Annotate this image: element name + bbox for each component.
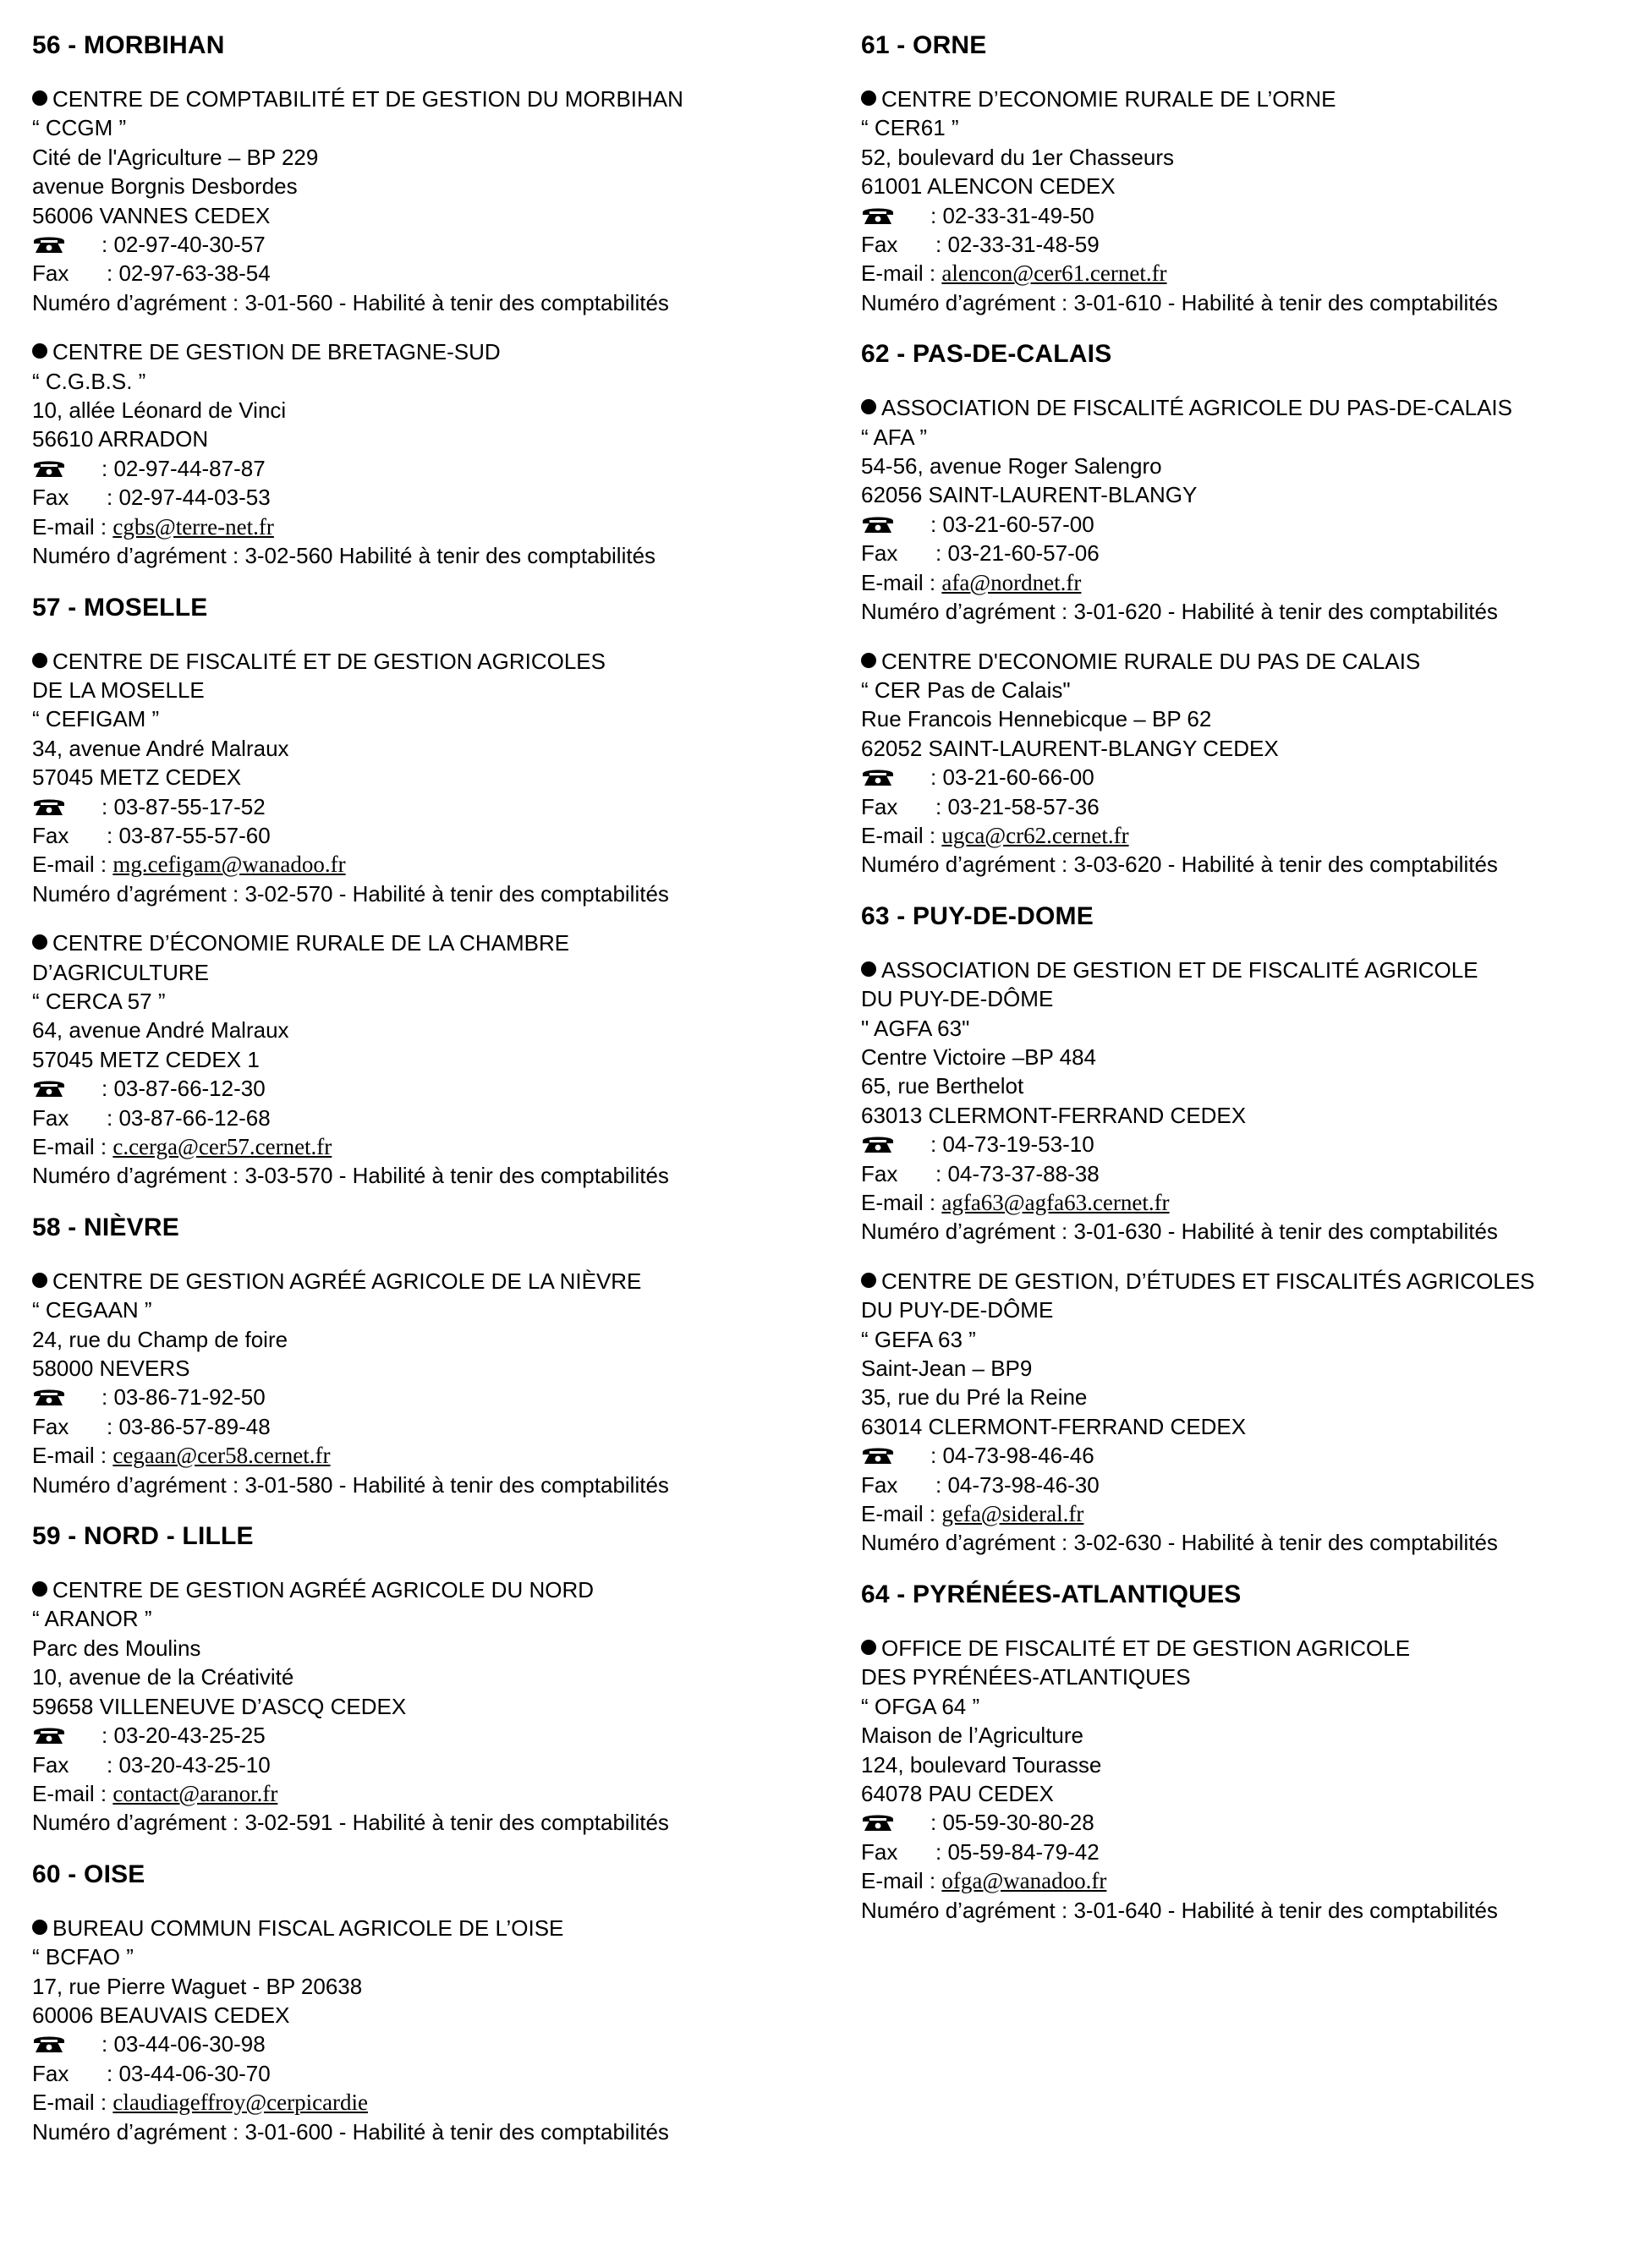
organization-entry bbox=[861, 1634, 1648, 1925]
organization-name bbox=[32, 85, 819, 113]
fax-number: : 03-44-06-30-70 bbox=[107, 2060, 271, 2086]
email-link[interactable]: claudiageffroy@cerpicardie bbox=[112, 2090, 369, 2116]
agrement-number: Numéro d’agrément : 3-02-570 - Habilité à tenir des comptabilités bbox=[32, 880, 669, 907]
right-column bbox=[861, 29, 1648, 1945]
address-line: Centre Victoire –BP 484 bbox=[861, 1044, 1096, 1070]
organization-name bbox=[861, 647, 1648, 676]
bullet-icon bbox=[861, 1273, 876, 1288]
organization-acronym: “ OFGA 64 ” bbox=[861, 1693, 980, 1719]
email-line bbox=[861, 1499, 1648, 1528]
organization-name-text: CENTRE DE FISCALITÉ ET DE GESTION AGRICOLES bbox=[52, 648, 606, 674]
organization-acronym: “ CER Pas de Calais" bbox=[861, 677, 1071, 703]
email-label: E-mail : bbox=[861, 1190, 942, 1215]
phone-number: : 03-86-71-92-50 bbox=[101, 1384, 266, 1411]
bullet-icon bbox=[32, 90, 47, 106]
organization-entry bbox=[32, 1267, 819, 1499]
email-link[interactable]: mg.cefigam@wanadoo.fr bbox=[112, 852, 346, 878]
agrement-number: Numéro d’agrément : 3-01-610 - Habilité à tenir des comptabilités bbox=[861, 289, 1498, 315]
phone-number: : 03-87-66-12-30 bbox=[101, 1076, 266, 1102]
department-title: 63 - PUY-DE-DOME bbox=[861, 901, 1094, 930]
fax-number: : 04-73-98-46-30 bbox=[935, 1471, 1100, 1498]
phone-line bbox=[32, 1383, 819, 1411]
organization-name-text: ASSOCIATION DE GESTION ET DE FISCALITÉ AGRICOLE bbox=[881, 956, 1478, 983]
organization-entry bbox=[861, 85, 1648, 317]
telephone-icon bbox=[861, 512, 895, 532]
organization-name bbox=[32, 1914, 819, 1942]
agrement-number: Numéro d’agrément : 3-02-591 - Habilité à tenir des comptabilités bbox=[32, 1810, 669, 1836]
organization-name-text: BUREAU COMMUN FISCAL AGRICOLE DE L’OISE bbox=[52, 1915, 564, 1941]
address-line: 54-56, avenue Roger Salengro bbox=[861, 453, 1162, 479]
department-title: 60 - OISE bbox=[32, 1860, 145, 1888]
telephone-icon bbox=[32, 232, 66, 252]
address-line: 63013 CLERMONT-FERRAND CEDEX bbox=[861, 1102, 1247, 1128]
organization-entry bbox=[32, 1575, 819, 1838]
email-link[interactable]: afa@nordnet.fr bbox=[941, 569, 1082, 595]
organization-name-text: CENTRE D’ECONOMIE RURALE DE L’ORNE bbox=[881, 86, 1336, 112]
department-section bbox=[861, 1578, 1648, 1925]
department-title: 58 - NIÈVRE bbox=[32, 1213, 179, 1241]
phone-line bbox=[861, 763, 1648, 792]
email-label: E-mail : bbox=[861, 1868, 942, 1894]
fax-number: : 02-97-44-03-53 bbox=[107, 485, 271, 511]
organization-acronym: “ CEFIGAM ” bbox=[32, 706, 160, 732]
address-line: 10, avenue de la Créativité bbox=[32, 1664, 294, 1690]
email-label: E-mail : bbox=[32, 2090, 113, 2116]
organization-name bbox=[861, 1634, 1648, 1663]
bullet-icon bbox=[861, 399, 876, 414]
phone-line bbox=[32, 230, 819, 259]
organization-name bbox=[32, 958, 819, 987]
organization-name-text: DU PUY-DE-DÔME bbox=[861, 986, 1054, 1012]
fax-number: : 03-20-43-25-10 bbox=[107, 1751, 271, 1778]
bullet-icon bbox=[32, 1920, 47, 1935]
organization-name bbox=[32, 929, 819, 957]
address-line: 65, rue Berthelot bbox=[861, 1073, 1024, 1099]
organization-name bbox=[861, 393, 1648, 422]
telephone-icon bbox=[861, 203, 895, 223]
agrement-number: Numéro d’agrément : 3-01-580 - Habilité à tenir des comptabilités bbox=[32, 1471, 669, 1498]
address-line: 17, rue Pierre Waguet - BP 20638 bbox=[32, 1973, 363, 1999]
telephone-icon bbox=[32, 794, 66, 814]
email-line bbox=[32, 2088, 819, 2117]
email-link[interactable]: ofga@wanadoo.fr bbox=[941, 1868, 1107, 1894]
address-line: 56610 ARRADON bbox=[32, 426, 209, 452]
phone-number: : 02-97-44-87-87 bbox=[101, 455, 266, 481]
organization-name-text: CENTRE DE COMPTABILITÉ ET DE GESTION DU MORBIHAN bbox=[52, 86, 683, 112]
fax-number: : 03-21-60-57-06 bbox=[935, 540, 1100, 567]
email-link[interactable]: ugca@cr62.cernet.fr bbox=[941, 822, 1129, 848]
phone-line bbox=[861, 510, 1648, 539]
phone-number: : 03-44-06-30-98 bbox=[101, 2031, 266, 2057]
phone-line bbox=[32, 454, 819, 483]
agrement-number: Numéro d’agrément : 3-02-560 Habilité à tenir des comptabilités bbox=[32, 543, 656, 569]
department-title: 59 - NORD - LILLE bbox=[32, 1522, 254, 1551]
fax-number: : 03-87-55-57-60 bbox=[107, 822, 271, 848]
telephone-icon bbox=[861, 764, 895, 785]
organization-name-text: ASSOCIATION DE FISCALITÉ AGRICOLE DU PAS-DE-CALAIS bbox=[881, 395, 1512, 421]
email-label: E-mail : bbox=[861, 822, 942, 848]
email-line bbox=[32, 1132, 819, 1161]
email-link[interactable]: cgbs@terre-net.fr bbox=[112, 513, 274, 540]
email-label: E-mail : bbox=[861, 569, 942, 595]
department-section bbox=[861, 29, 1648, 317]
organization-entry bbox=[32, 1914, 819, 2146]
address-line: 56006 VANNES CEDEX bbox=[32, 202, 271, 228]
fax-number: : 03-87-66-12-68 bbox=[107, 1104, 271, 1131]
organization-name-text: CENTRE DE GESTION DE BRETAGNE-SUD bbox=[52, 339, 501, 365]
fax-line bbox=[861, 792, 1648, 821]
phone-line bbox=[32, 1074, 819, 1103]
phone-number: : 04-73-19-53-10 bbox=[930, 1131, 1094, 1158]
email-line bbox=[861, 1188, 1648, 1217]
address-line: 35, rue du Pré la Reine bbox=[861, 1384, 1088, 1411]
organization-name bbox=[32, 1267, 819, 1296]
phone-number: : 02-97-40-30-57 bbox=[101, 232, 266, 258]
bullet-icon bbox=[32, 934, 47, 950]
address-line: 34, avenue André Malraux bbox=[32, 735, 289, 761]
agrement-number: Numéro d’agrément : 3-03-620 - Habilité à tenir des comptabilités bbox=[861, 852, 1498, 878]
organization-name bbox=[861, 1296, 1648, 1324]
fax-line bbox=[861, 1838, 1648, 1866]
fax-line bbox=[861, 1471, 1648, 1499]
organization-name-text: OFFICE DE FISCALITÉ ET DE GESTION AGRICOLE bbox=[881, 1635, 1411, 1661]
fax-line bbox=[32, 1750, 819, 1779]
email-line bbox=[32, 850, 819, 879]
organization-acronym: “ CEGAAN ” bbox=[32, 1297, 152, 1323]
address-line: 124, boulevard Tourasse bbox=[861, 1751, 1102, 1778]
email-label: E-mail : bbox=[32, 852, 113, 878]
organization-name bbox=[32, 647, 819, 676]
organization-name-text: DES PYRÉNÉES-ATLANTIQUES bbox=[861, 1664, 1191, 1690]
organization-entry bbox=[861, 1267, 1648, 1558]
department-title: 61 - ORNE bbox=[861, 31, 987, 59]
department-section bbox=[861, 337, 1648, 879]
email-label: E-mail : bbox=[32, 1134, 113, 1159]
fax-label: Fax bbox=[861, 540, 898, 567]
organization-acronym: “ GEFA 63 ” bbox=[861, 1326, 976, 1352]
organization-name-text: DU PUY-DE-DÔME bbox=[861, 1297, 1054, 1323]
email-label: E-mail : bbox=[861, 260, 942, 287]
telephone-icon bbox=[861, 1131, 895, 1152]
telephone-icon bbox=[32, 456, 66, 476]
email-label: E-mail : bbox=[32, 1443, 113, 1469]
phone-line bbox=[861, 1130, 1648, 1159]
fax-number: : 02-97-63-38-54 bbox=[107, 260, 271, 287]
email-link[interactable]: cegaan@cer58.cernet.fr bbox=[112, 1443, 331, 1469]
department-section bbox=[32, 1211, 819, 1499]
fax-label: Fax bbox=[861, 793, 898, 819]
email-line bbox=[861, 821, 1648, 850]
organization-acronym: “ AFA ” bbox=[861, 424, 928, 450]
organization-acronym: “ ARANOR ” bbox=[32, 1606, 152, 1632]
organization-acronym: “ CERCA 57 ” bbox=[32, 988, 166, 1014]
bullet-icon bbox=[32, 653, 47, 668]
fax-line bbox=[861, 230, 1648, 259]
telephone-icon bbox=[32, 1384, 66, 1405]
organization-name-text: D’AGRICULTURE bbox=[32, 959, 209, 985]
organization-name bbox=[861, 1267, 1648, 1296]
agrement-number: Numéro d’agrément : 3-01-620 - Habilité à tenir des comptabilités bbox=[861, 599, 1498, 625]
organization-acronym: “ CCGM ” bbox=[32, 115, 127, 141]
phone-line bbox=[861, 1441, 1648, 1470]
organization-entry bbox=[32, 85, 819, 317]
organization-entry bbox=[861, 393, 1648, 626]
department-title: 57 - MOSELLE bbox=[32, 593, 208, 622]
address-line: 61001 ALENCON CEDEX bbox=[861, 173, 1116, 200]
organization-name-text: CENTRE D’ÉCONOMIE RURALE DE LA CHAMBRE bbox=[52, 930, 570, 956]
organization-entry bbox=[861, 956, 1648, 1246]
address-line: 64, avenue André Malraux bbox=[32, 1017, 289, 1044]
phone-line bbox=[32, 2030, 819, 2058]
fax-label: Fax bbox=[861, 232, 898, 258]
email-line bbox=[861, 568, 1648, 597]
address-line: 59658 VILLENEUVE D’ASCQ CEDEX bbox=[32, 1693, 407, 1719]
phone-line bbox=[32, 792, 819, 821]
email-label: E-mail : bbox=[861, 1501, 942, 1527]
address-line: avenue Borgnis Desbordes bbox=[32, 173, 298, 200]
organization-name bbox=[861, 1663, 1648, 1691]
bullet-icon bbox=[32, 1581, 47, 1597]
fax-label: Fax bbox=[861, 1471, 898, 1498]
agrement-number: Numéro d’agrément : 3-01-630 - Habilité à tenir des comptabilités bbox=[861, 1219, 1498, 1245]
organization-name-text: CENTRE D'ECONOMIE RURALE DU PAS DE CALAIS bbox=[881, 648, 1421, 674]
phone-number: : 05-59-30-80-28 bbox=[930, 1810, 1094, 1836]
email-line bbox=[32, 1779, 819, 1808]
fax-line bbox=[861, 1159, 1648, 1188]
email-line bbox=[32, 1441, 819, 1470]
telephone-icon bbox=[861, 1443, 895, 1463]
agrement-number: Numéro d’agrément : 3-02-630 - Habilité à tenir des comptabilités bbox=[861, 1530, 1498, 1556]
bullet-icon bbox=[32, 1273, 47, 1288]
organization-acronym: " AGFA 63" bbox=[861, 1015, 970, 1041]
fax-label: Fax bbox=[32, 1104, 69, 1131]
email-line bbox=[861, 259, 1648, 288]
department-section bbox=[32, 1858, 819, 2146]
telephone-icon bbox=[32, 1723, 66, 1743]
phone-line bbox=[861, 201, 1648, 230]
email-label: E-mail : bbox=[32, 513, 113, 540]
phone-line bbox=[861, 1808, 1648, 1837]
bullet-icon bbox=[861, 961, 876, 977]
organization-entry bbox=[32, 337, 819, 570]
organization-entry bbox=[861, 647, 1648, 879]
fax-label: Fax bbox=[32, 1413, 69, 1439]
organization-name bbox=[32, 1575, 819, 1604]
fax-number: : 03-21-58-57-36 bbox=[935, 793, 1100, 819]
phone-number: : 03-87-55-17-52 bbox=[101, 793, 266, 819]
fax-line bbox=[861, 539, 1648, 567]
email-line bbox=[861, 1866, 1648, 1895]
address-line: 57045 METZ CEDEX 1 bbox=[32, 1046, 260, 1072]
agrement-number: Numéro d’agrément : 3-01-560 - Habilité à tenir des comptabilités bbox=[32, 289, 669, 315]
organization-name-text: DE LA MOSELLE bbox=[32, 677, 205, 703]
bullet-icon bbox=[32, 343, 47, 359]
department-section bbox=[32, 29, 819, 571]
organization-acronym: “ CER61 ” bbox=[861, 115, 959, 141]
phone-number: : 03-20-43-25-25 bbox=[101, 1723, 266, 1749]
address-line: Rue Francois Hennebicque – BP 62 bbox=[861, 706, 1212, 732]
email-link[interactable]: c.cerga@cer57.cernet.fr bbox=[112, 1134, 332, 1159]
address-line: 52, boulevard du 1er Chasseurs bbox=[861, 144, 1175, 170]
address-line: Cité de l'Agriculture – BP 229 bbox=[32, 144, 319, 170]
organization-name bbox=[32, 337, 819, 366]
fax-label: Fax bbox=[32, 485, 69, 511]
email-link[interactable]: gefa@sideral.fr bbox=[941, 1501, 1084, 1527]
address-line: 63014 CLERMONT-FERRAND CEDEX bbox=[861, 1413, 1247, 1439]
address-line: 10, allée Léonard de Vinci bbox=[32, 397, 287, 424]
left-column bbox=[32, 29, 819, 2167]
department-section bbox=[861, 900, 1648, 1558]
address-line: 24, rue du Champ de foire bbox=[32, 1326, 288, 1352]
fax-line bbox=[32, 2059, 819, 2088]
bullet-icon bbox=[861, 1640, 876, 1655]
organization-name bbox=[861, 85, 1648, 113]
organization-acronym: “ BCFAO ” bbox=[32, 1944, 134, 1970]
fax-number: : 03-86-57-89-48 bbox=[107, 1413, 271, 1439]
address-line: Saint-Jean – BP9 bbox=[861, 1356, 1033, 1382]
bullet-icon bbox=[861, 653, 876, 668]
fax-label: Fax bbox=[32, 260, 69, 287]
fax-label: Fax bbox=[32, 1751, 69, 1778]
address-line: 64078 PAU CEDEX bbox=[861, 1780, 1054, 1806]
address-line: 58000 NEVERS bbox=[32, 1356, 190, 1382]
organization-entry bbox=[32, 929, 819, 1191]
phone-line bbox=[32, 1721, 819, 1750]
department-title: 56 - MORBIHAN bbox=[32, 31, 225, 59]
email-label: E-mail : bbox=[32, 1780, 113, 1806]
address-line: 60006 BEAUVAIS CEDEX bbox=[32, 2002, 290, 2028]
fax-line bbox=[32, 483, 819, 512]
telephone-icon bbox=[32, 1076, 66, 1096]
fax-number: : 05-59-84-79-42 bbox=[935, 1838, 1100, 1865]
fax-label: Fax bbox=[861, 1838, 898, 1865]
department-section bbox=[32, 1520, 819, 1838]
fax-number: : 02-33-31-48-59 bbox=[935, 232, 1100, 258]
address-line: 62052 SAINT-LAURENT-BLANGY CEDEX bbox=[861, 735, 1279, 761]
bullet-icon bbox=[861, 90, 876, 106]
organization-name bbox=[861, 984, 1648, 1013]
email-link[interactable]: alencon@cer61.cernet.fr bbox=[941, 260, 1167, 287]
address-line: Parc des Moulins bbox=[32, 1635, 201, 1661]
email-link[interactable]: agfa63@agfa63.cernet.fr bbox=[941, 1190, 1170, 1215]
department-title: 62 - PAS-DE-CALAIS bbox=[861, 340, 1112, 369]
email-link[interactable]: contact@aranor.fr bbox=[112, 1780, 278, 1806]
department-title: 64 - PYRÉNÉES-ATLANTIQUES bbox=[861, 1580, 1242, 1608]
organization-name-text: CENTRE DE GESTION AGRÉÉ AGRICOLE DU NORD bbox=[52, 1577, 594, 1603]
fax-number: : 04-73-37-88-38 bbox=[935, 1160, 1100, 1186]
department-section bbox=[32, 591, 819, 1191]
organization-name-text: CENTRE DE GESTION, D’ÉTUDES ET FISCALITÉS AGRICOLES bbox=[881, 1268, 1535, 1294]
organization-name-text: CENTRE DE GESTION AGRÉÉ AGRICOLE DE LA NIÈVRE bbox=[52, 1268, 642, 1294]
phone-number: : 03-21-60-57-00 bbox=[930, 511, 1094, 537]
organization-name bbox=[861, 956, 1648, 984]
telephone-icon bbox=[32, 2031, 66, 2052]
address-line: Maison de l’Agriculture bbox=[861, 1723, 1084, 1749]
address-line: 62056 SAINT-LAURENT-BLANGY bbox=[861, 482, 1198, 508]
fax-label: Fax bbox=[32, 2060, 69, 2086]
agrement-number: Numéro d’agrément : 3-03-570 - Habilité à tenir des comptabilités bbox=[32, 1163, 669, 1189]
phone-number: : 03-21-60-66-00 bbox=[930, 764, 1094, 791]
address-line: 57045 METZ CEDEX bbox=[32, 764, 242, 791]
organization-entry bbox=[32, 647, 819, 909]
fax-label: Fax bbox=[861, 1160, 898, 1186]
telephone-icon bbox=[861, 1810, 895, 1830]
email-line bbox=[32, 512, 819, 541]
fax-line bbox=[32, 1412, 819, 1441]
organization-acronym: “ C.G.B.S. ” bbox=[32, 368, 146, 394]
agrement-number: Numéro d’agrément : 3-01-640 - Habilité à tenir des comptabilités bbox=[861, 1897, 1498, 1923]
fax-line bbox=[32, 1104, 819, 1132]
phone-number: : 04-73-98-46-46 bbox=[930, 1443, 1094, 1469]
agrement-number: Numéro d’agrément : 3-01-600 - Habilité à tenir des comptabilités bbox=[32, 2118, 669, 2145]
organization-name bbox=[32, 676, 819, 704]
fax-line bbox=[32, 259, 819, 288]
fax-line bbox=[32, 821, 819, 850]
phone-number: : 02-33-31-49-50 bbox=[930, 202, 1094, 228]
fax-label: Fax bbox=[32, 822, 69, 848]
